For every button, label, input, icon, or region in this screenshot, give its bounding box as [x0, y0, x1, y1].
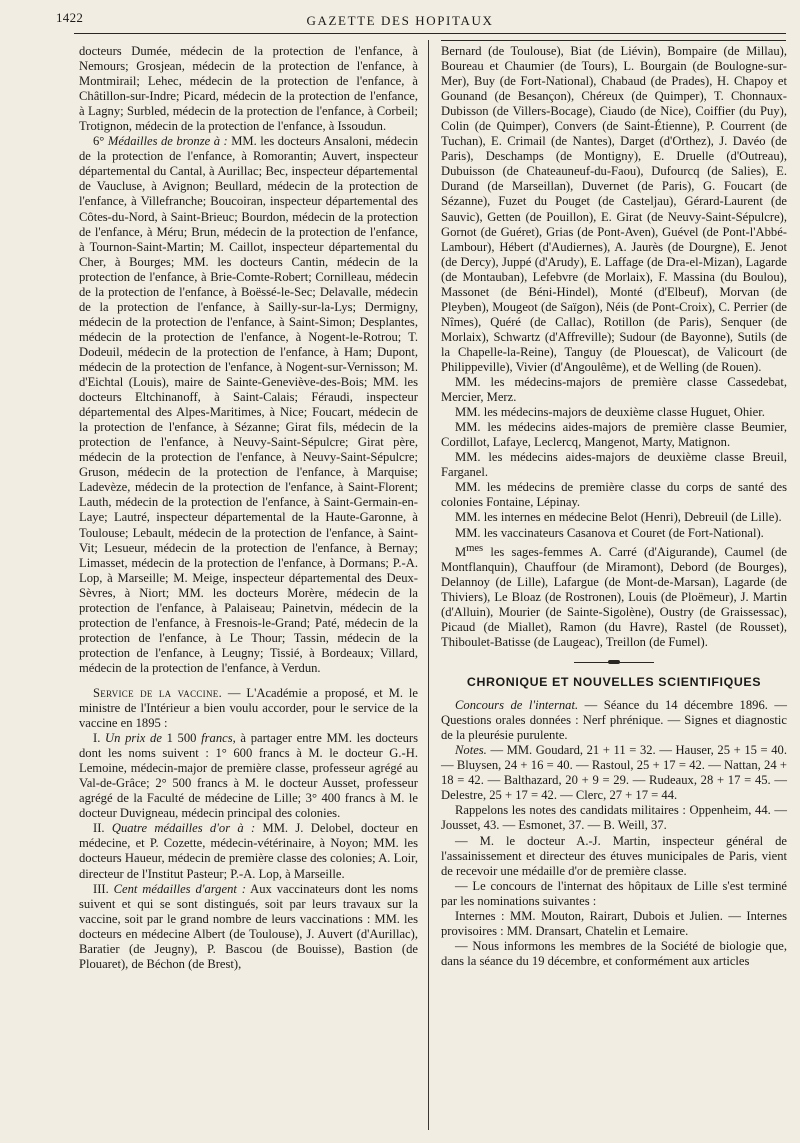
item-label: Médailles de bronze à :: [107, 134, 228, 149]
paragraph: MM. les vaccinateurs Casanova et Couret (de Fort-National).: [455, 525, 764, 540]
item-label: Notes.: [455, 743, 487, 758]
item-number: III.: [93, 881, 114, 896]
item-number: II.: [93, 821, 112, 836]
paragraph-notes: [441, 743, 787, 803]
item-text: — MM. Goudard, 21 + 11 = 32. — Hauser, 25 + 15 = 40. — Bluysen, 24 + 16 = 40. — Rastoul, 25 + 17 = 42. — Nattan, 24 + 18 = 42. — Balthazard, 20 + 9 = 29. — Rudeaux, 28 + 17 = 45. — Delestre, 25 + 17 = 42. — Clerc, 27 + 17 = 44.: [441, 743, 787, 803]
paragraph: — Nous informons les membres de la Société de biologie que, dans la séance du 19 décembre, et conformément aux articles: [441, 938, 787, 968]
paragraph-internat: [441, 698, 787, 743]
item-text: MM. les docteurs Ansaloni, médecin de la protection de l'enfance, à Romorantin; Auvert, inspecteur départemental du Cantal, à Aurillac; Bec, inspecteur départemental de Vaucluse, à Avignon; Beullard, médecin de la protection de l'enfance, à Villefranche; Boucoiran, inspecteur départemental des Côtes-du-Nord, à Saint-Brieuc; Bourdon, médecin de la protection de l'enfance, à Méru; Brun, médecin de la protection de l'enfance, à Tournon-Saint-Martin; M. Caillot, inspecteur départemental du Cher, à Bourges; MM. les docteurs Cantin, médecin de la protection de l'enfance, à Brie-Comte-Robert; Cornilleau, médecin de la protection de l'enfance, à Boëssé-le-Sec; Delavalle, médecin de la protection de l'enfance, à Sailly-sur-la-Lys; Dermigny, médecin de la protection de l'enfance, à Saint-Simon; Desplantes, médecin de la protection de l'enfance, à Nogent-le-Rotrou; T. Dodeuil, médecin de la protection de l'enfance, à Ham; Dupont, médecin de la protection de l'enfance, à Nogent-sur-Vernisson; M. d'Eichtal (Louis), maire de Sainte-Geneviève-des-Bois; MM. les docteurs Eltchinanoff, à Saint-Calais; Féraudi, inspecteur départemental des Alpes-Maritimes, à Nice; Foucart, médecin de la protection de l'enfance, à Sézanne; Girat fils, médecin de la protection de l'enfance, à Neuvy-Saint-Sépulcre; Girat père, médecin de la protection de l'enfance, à Neuvy-Saint-Sépulcre; Gruson, médecin de la protection de l'enfance, à Marquise; Ladevèze, médecin de la protection de l'enfance, à Saint-Florent; Lauth, médecin de la protection de l'enfance, à Saint-Germain-en-Laye; Lautré, inspecteur départemental de la Haute-Garonne, à Toulouse; Lebault, médecin de la protection de l'enfance, à Saint-Vit; Lesueur, médecin de la protection de l'enfance, à Bernay; Limasset, médecin de la protection de l'enfance, à Dormans; P.-A. Lop, à Marseille; M. Meige, inspecteur départemental des Deux-Sèvres, à Niort; MM. les docteurs Morère, médecin de la protection de l'enfance, à Palaiseau; Painetvin, médecin de la protection de l'enfance, à Fresnois-le-Grand; Paté, médecin de la protection de l'enfance, à Le Thour; Tassin, médecin de la protection de l'enfance, à Leugny; Tissié, à Bordeaux; Villard, médecin de la protection de l'enfance, à Verdun.: [79, 134, 419, 675]
item-text: les sages-femmes A. Carré (d'Aigurande), Caumel (de Montflanquin), Chauffour (de Miramont), Debord (de Bourges), Delannoy (de Lille), Lafargue (de Mont-de-Marsan), Lagarde (de Thiviers), Le Bloaz (de Rostronen), Louis (de Ploëmeur), J. Martin (d'Alluin), Mourier (de Sainte-Sigolène), Oustry (de Graissessac), Picaud (de Miallet), Ramon (du Havre), Rastel (de Rousset), Thiboulet-Batisse (de Laugeac), Treillon (de Fumel).: [441, 544, 787, 650]
paragraph-silver-medals: [79, 882, 418, 972]
item-unit: francs,: [201, 731, 236, 746]
paragraph: Internes : MM. Mouton, Rairart, Dubois et Julien. — Internes provisoires : MM. Dransart, Chatelin et Lemaire.: [441, 908, 787, 938]
item-amount: 1 500: [161, 731, 202, 746]
item-label: Concours de l'internat.: [455, 698, 579, 713]
page-number: 1422: [56, 10, 84, 25]
paragraph: Rappelons les notes des candidats militaires : Oppenheim, 44. — Jousset, 43. — Esmonet, 37. — B. Weill, 37.: [441, 803, 787, 833]
paragraph-vaccine-service: [79, 686, 418, 731]
paragraph: MM. les médecins-majors de deuxième classe Huguet, Ohier.: [455, 405, 765, 420]
header-rule: [74, 33, 786, 34]
right-column: [441, 44, 787, 969]
item-text: Aux vaccinateurs dont les noms suivent et qui se sont distingués, soit par leurs travaux sur la vaccine, soit par le grand nombre de leurs vaccinations : MM. les docteurs en médecine Albert (de Toulouse), J. Auvert (d'Aurillac), Baratier (de Jeugny), P. Bascou (de Bouisse), Bastion (de Plouaret), de Béchon (de Brest),: [79, 881, 418, 971]
paragraph-gold-medals: [79, 821, 418, 881]
paragraph: MM. les médecins-majors de première classe Cassedebat, Mercier, Merz.: [441, 375, 787, 405]
running-title: GAZETTE DES HOPITAUX: [306, 13, 494, 28]
section-separator: [574, 662, 654, 663]
paragraph-prize: [79, 731, 418, 821]
column-divider: [428, 40, 429, 1130]
title-abbrev: M: [455, 544, 467, 559]
paragraph: MM. les internes en médecine Belot (Henri), Debreuil (de Lille).: [455, 510, 782, 525]
item-label: Cent médailles d'argent :: [113, 881, 246, 896]
item-number: 6°: [93, 134, 108, 149]
paragraph: docteurs Dumée, médecin de la protection de l'enfance, à Nemours; Grosjean, médecin de la protection de l'enfance, à Montmirail; Lehec, médecin de la protection de l'enfance, à Châtillon-sur-Indre; Picard, médecin de la protection de l'enfance, à Lagny; Surbled, médecin de la protection de l'enfance, à Corbeil; Trotignon, médecin de la protection de l'enfance, à Issoudun.: [79, 44, 418, 134]
left-column: [79, 44, 418, 972]
paragraph: MM. les médecins aides-majors de première classe Beumier, Cordillot, Lafaye, Leclercq, Mangenot, Marty, Matignon.: [441, 420, 787, 450]
title-abbrev-sup: mes: [466, 542, 484, 554]
item-label: Un prix de: [105, 731, 162, 746]
item-text: — Séance du 14 décembre 1896. — Questions orales données : Nerf phrénique. — Signes et diagnostic de la pleurésie purulente.: [441, 698, 787, 743]
page-header: [0, 0, 800, 36]
paragraph: — M. le docteur A.-J. Martin, inspecteur général de l'assainissement et directeur des étuves municipales de Paris, vient de recevoir une médaille d'or de première classe.: [441, 833, 787, 878]
section-title: CHRONIQUE ET NOUVELLES SCIENTIFIQUES: [466, 675, 762, 690]
paragraph: Bernard (de Toulouse), Biat (de Liévin), Bompaire (de Millau), Boureau et Chaumier (de Tours), L. Bourgain (de Boulogne-sur-Mer), Buy (de Fort-National), Chabaud (de Prades), H. Chapoy et Gounand (de Besançon), Chéreux (de Quimper), T. Chonnaux-Dubisson (de Villers-Bocage), Ciaudo (de Nice), Coiffier (du Puy), Colin (de Quimper), Convers (de Saint-Étienne), P. Courrent (de Tuchan), E. Crimail (de Nantes), Darget (d'Orthez), J. Davéo (de Paris), Deschamps (de Montigny), E. Druelle (d'Outreau), Dubuisson (de Chateauneuf-du-Faou), Dufourcq (de Salies), E. Durand (de Marseillan), Duvernet (de Paris), G. Foucart (de Sézanne), Fuzet du Pouget (de Casteljau), Gérard-Laurent (de Sauvic), Getten (de Pouillon), E. Girat (de Neuvy-Saint-Sépulcre), Gornot (de Guéret), Grias (de Pont-Aven), Guével (de Pont-l'Abbé-Lambour), Hébert (d'Audiernes), A. Jaurès (de Dourgne), E. Jenot (de Dercy), Juppé (d'Arudy), E. Laffage (de Dra-el-Mizan), Lagarde (de Montauban), Lefebvre (de Morlaix), F. Massina (du Boulou), Massonet (de Béni-Hindel), Monté (d'Elbeuf), Morvan (de Pleyben), Mougeot (de Saïgon), Néis (de Pont-Croix), C. Perrier (de Nîmes), Quéré (de Callac), Rotillon (de Paris), Senquer (de Morlaix), Schwartz (d'Affreville); Sudour (de Bayonne), Sutils (de la Chapelle-la-Reine), Tanguy (de Plouescat), de Valicourt (de Philippeville), Vivier (d'Angoulême), et de Welling (de Rouen).: [441, 44, 787, 374]
right-column-top-rule: [441, 40, 786, 41]
paragraph-bronze-medals: [79, 134, 418, 676]
item-number: I.: [93, 731, 106, 746]
item-text: MM. J. Delobel, docteur en médecine, et P. Cozette, médecin-vétérinaire, à Noyon; MM. les docteurs Haueur, médecin de première classe des colonies; A. Loir, directeur de l'Institut Pasteur; P.-A. Lop, à Marseille.: [79, 821, 418, 881]
item-text: à partager entre MM. les docteurs dont les noms suivent : 1° 600 francs à M. le docteur G.-H. Lemoine, médecin-major de première classe, professeur agrégé au Val-de-Grâce; 2° 500 francs à M. le docteur Ausset, professeur agrégé de la Faculté de médecine de Lille; 3° 400 francs à M. le docteur Duvigneau, médecin principal des colonies.: [79, 731, 418, 821]
paragraph: MM. les médecins de première classe du corps de santé des colonies Fontaine, Lépinay.: [441, 480, 787, 510]
paragraph: — Le concours de l'internat des hôpitaux de Lille s'est terminé par les nominations suivantes :: [441, 878, 787, 908]
section-heading: Service de la vaccine.: [93, 685, 223, 700]
item-label: Quatre médailles d'or à :: [111, 821, 256, 836]
paragraph-midwives: [441, 541, 787, 651]
section-text: — L'Académie a proposé, et M. le ministre de l'Intérieur a bien voulu accorder, pour le service de la vaccine en 1895 :: [79, 685, 418, 731]
paragraph: MM. les médecins aides-majors de deuxième classe Breuil, Farganel.: [441, 450, 787, 480]
